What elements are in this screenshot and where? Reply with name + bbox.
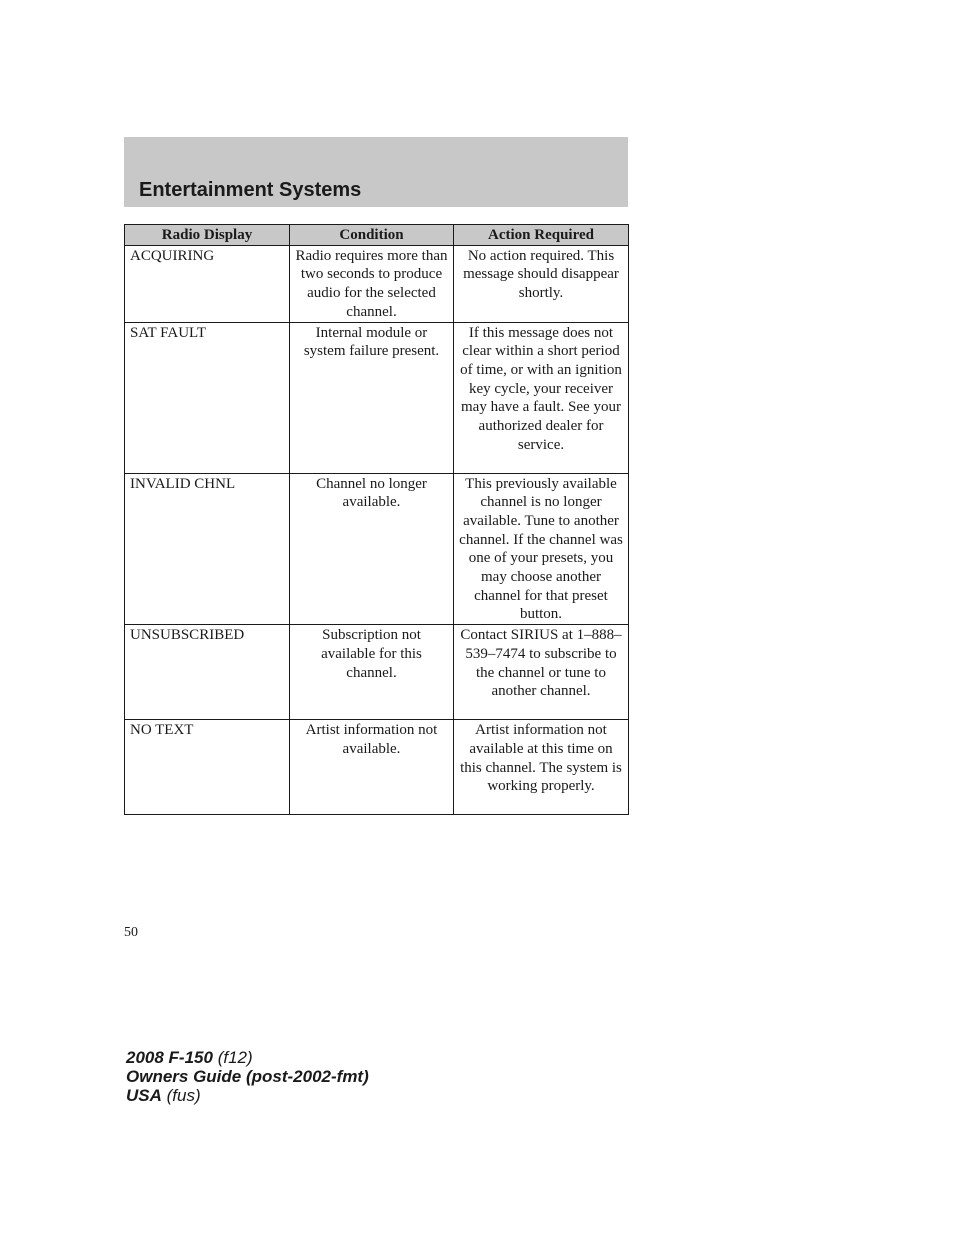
table-row <box>125 473 629 625</box>
section-header-band <box>124 137 628 207</box>
cell-action-required: No action required. This message should disappear shortly. <box>454 245 629 322</box>
cell-radio-display: UNSUBSCRIBED <box>125 625 290 720</box>
radio-display-table <box>124 224 629 815</box>
cell-condition: Internal module or system failure present. <box>290 322 454 473</box>
cell-action-required: Artist information not available at this time on this channel. The system is working properly. <box>454 720 629 815</box>
cell-condition: Subscription not available for this channel. <box>290 625 454 720</box>
cell-radio-display: INVALID CHNL <box>125 473 290 625</box>
cell-condition: Artist information not available. <box>290 720 454 815</box>
footer-model-code: (f12) <box>217 1048 253 1067</box>
footer-line-model <box>126 1048 369 1067</box>
cell-action-required: Contact SIRIUS at 1–888–539–7474 to subscribe to the channel or tune to another channel. <box>454 625 629 720</box>
column-header-radio-display: Radio Display <box>125 225 290 246</box>
table-row <box>125 245 629 322</box>
section-title: Entertainment Systems <box>139 179 362 201</box>
cell-condition: Channel no longer available. <box>290 473 454 625</box>
table-row <box>125 625 629 720</box>
cell-action-required: This previously available channel is no longer available. Tune to another channel. If the channel was one of your presets, you may choose another channel for that preset button. <box>454 473 629 625</box>
cell-radio-display: ACQUIRING <box>125 245 290 322</box>
cell-condition: Radio requires more than two seconds to produce audio for the selected channel. <box>290 245 454 322</box>
table-header-row <box>125 225 629 246</box>
table-row <box>125 720 629 815</box>
page-number: 50 <box>124 925 138 940</box>
cell-radio-display: SAT FAULT <box>125 322 290 473</box>
table-row <box>125 322 629 473</box>
footer-line-market <box>126 1086 369 1105</box>
document-footer <box>126 1048 369 1105</box>
footer-market-code: (fus) <box>166 1086 201 1105</box>
column-header-condition: Condition <box>290 225 454 246</box>
footer-model: 2008 F-150 <box>126 1048 213 1067</box>
footer-guide: Owners Guide (post-2002-fmt) <box>126 1067 369 1086</box>
column-header-action-required: Action Required <box>454 225 629 246</box>
footer-market: USA <box>126 1086 162 1105</box>
cell-radio-display: NO TEXT <box>125 720 290 815</box>
footer-line-guide <box>126 1067 369 1086</box>
cell-action-required: If this message does not clear within a short period of time, or with an ignition key cycle, your receiver may have a fault. See your authorized dealer for service. <box>454 322 629 473</box>
